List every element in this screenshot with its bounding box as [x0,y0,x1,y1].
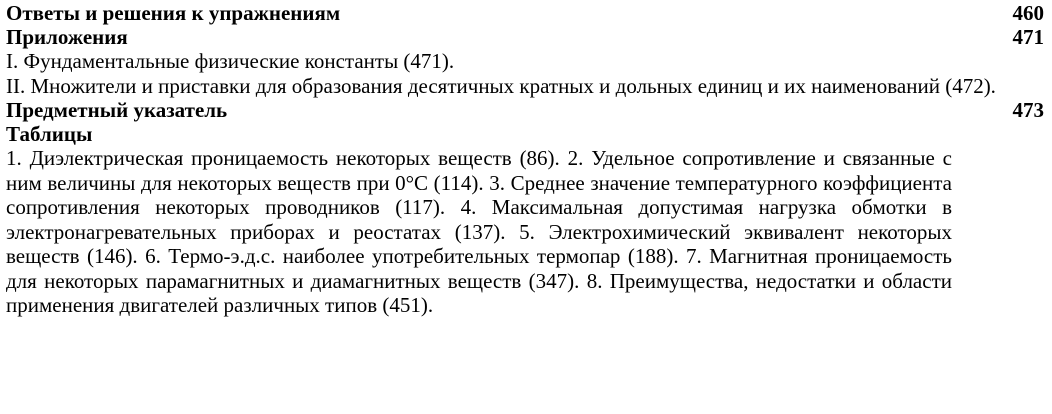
toc-entry-page: 471 [1012,25,1044,49]
toc-entry-answers [6,1,1044,25]
appendix-item-constants: I. Фундаментальные физические константы (471). [6,49,455,73]
tables-heading: Таблицы [6,122,93,146]
toc-entry-title: Предметный указатель [6,98,228,122]
toc-entry-title: Ответы и решения к упражнениям [6,1,341,25]
toc-entry-page: 460 [1012,1,1044,25]
tables-list-text: 1. Диэлектрическая проницаемость некоторых веществ (86). 2. Удельное сопротивление и связанные с ним величины для некоторых веществ при 0°С (114). 3. Среднее значение температурного коэффициента сопротивления некоторых проводников (117). 4. Максимальная допустимая нагрузка обмотки в электронагревательных приборах и реостатах (137). 5. Электрохимический эквивалент некоторых веществ (146). 6. Термо-э.д.с. наиболее употребительных термопар (188). 7. Магнитная проницаемость для некоторых парамагнитных и диамагнитных веществ (347). 8. Преимущества, недостатки и области применения двигателей различных типов (451). [6,146,952,317]
appendix-item-multipliers: II. Множители и приставки для образования десятичных кратных и дольных единиц и их наименований (472). [6,73,996,98]
toc-entry-page: 473 [1012,98,1044,122]
toc-entry-appendices [6,25,1044,49]
toc-entry-index [6,98,1044,122]
toc-entry-title: Приложения [6,25,128,49]
